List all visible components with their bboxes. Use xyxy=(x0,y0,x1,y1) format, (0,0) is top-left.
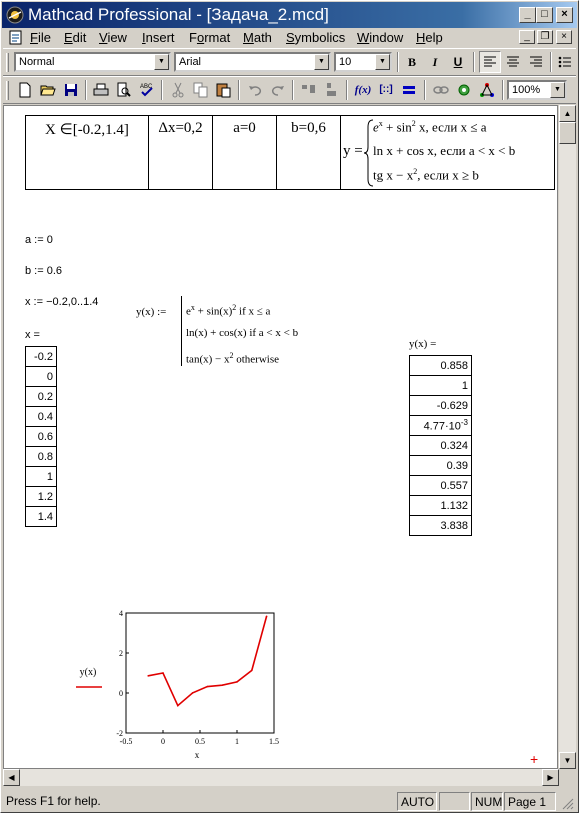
menu-symbolics[interactable]: Symbolics xyxy=(286,30,346,45)
component-gear-icon xyxy=(456,82,472,98)
bold-button[interactable]: B xyxy=(407,55,416,69)
print-preview-button[interactable] xyxy=(113,79,135,101)
align-right-button[interactable] xyxy=(525,51,547,73)
x-value-cell: 0.2 xyxy=(26,387,57,407)
def-a[interactable]: a := 0 xyxy=(25,234,53,246)
paste-icon xyxy=(216,82,232,98)
resize-grip-icon[interactable] xyxy=(560,796,574,810)
scissors-icon xyxy=(171,82,185,98)
chevron-down-icon[interactable]: ▼ xyxy=(154,54,169,70)
zoom-select[interactable]: 100% ▼ xyxy=(507,80,567,100)
maximize-icon: □ xyxy=(541,8,548,20)
domain-cell: X ∈[-0.2,1.4] xyxy=(26,116,149,190)
data-point xyxy=(221,684,223,686)
align-left-button[interactable] xyxy=(479,51,501,73)
insert-function-button[interactable]: f(x) xyxy=(354,84,372,96)
data-point xyxy=(236,681,238,683)
data-point xyxy=(162,672,164,674)
toolbar-grip[interactable] xyxy=(6,81,9,100)
menu-window[interactable]: Window xyxy=(357,30,404,45)
scroll-left-button[interactable]: ◀ xyxy=(3,769,20,786)
problem-statement-table xyxy=(25,115,555,190)
spell-check-button[interactable] xyxy=(136,79,158,101)
y-value-cell: 1 xyxy=(410,376,472,396)
piece-2: ln x + cos x, если a < x < b xyxy=(373,143,516,158)
scroll-down-button[interactable]: ▼ xyxy=(559,752,576,769)
def-b[interactable]: b := 0.6 xyxy=(25,265,63,277)
align-center-icon xyxy=(506,56,520,68)
align-center-button[interactable] xyxy=(502,51,524,73)
save-disk-icon xyxy=(64,83,78,97)
data-point xyxy=(266,615,268,617)
data-point xyxy=(147,675,149,677)
resource-center-icon xyxy=(479,82,495,98)
format-toolbar xyxy=(3,48,576,76)
menu-file[interactable]: File xyxy=(30,30,51,45)
a-cell: a=0 xyxy=(213,116,277,190)
copy-button[interactable] xyxy=(190,79,212,101)
status-page: Page 1 xyxy=(504,792,556,811)
y-of-x-plot[interactable] xyxy=(64,601,294,766)
separator xyxy=(346,80,348,100)
piecewise-bar xyxy=(181,296,182,366)
doc-restore-button[interactable]: ❐ xyxy=(537,30,553,44)
x-value-cell: 0.4 xyxy=(26,407,57,427)
doc-minimize-button[interactable]: _ xyxy=(519,30,535,44)
status-empty-panel xyxy=(439,792,470,811)
menu-format[interactable]: Format xyxy=(189,30,231,45)
chevron-down-icon[interactable]: ▼ xyxy=(550,82,565,98)
separator xyxy=(292,80,294,100)
font-select[interactable]: Arial ▼ xyxy=(174,52,331,72)
equals-icon xyxy=(402,85,416,95)
close-button[interactable] xyxy=(556,7,573,23)
insert-hyperlink-button[interactable] xyxy=(430,79,452,101)
copy-icon xyxy=(193,82,209,98)
x-value-cell: 1.2 xyxy=(26,487,57,507)
y-value-cell: 0.858 xyxy=(410,356,472,376)
status-auto: AUTO xyxy=(397,792,437,811)
undo-icon xyxy=(248,84,262,96)
x-tick-label: 1 xyxy=(235,737,239,746)
menu-edit[interactable]: Edit xyxy=(64,30,87,45)
separator xyxy=(473,52,475,72)
y-def-line-3: $\tan(x) - x^2$ otherwise xyxy=(186,351,279,366)
align-left-icon xyxy=(483,56,497,68)
y-value-cell: 0.324 xyxy=(410,436,472,456)
y-value-cell: 3.838 xyxy=(410,516,472,536)
y-tick-label: 0 xyxy=(119,689,123,698)
window-title: Mathcad Professional - [Задача_2.mcd] xyxy=(28,5,329,24)
scroll-up-button[interactable]: ▲ xyxy=(559,105,576,122)
insert-unit-button[interactable]: [::] xyxy=(379,84,393,95)
align-down-icon xyxy=(325,82,339,98)
print-preview-icon xyxy=(116,82,132,98)
spell-check-icon xyxy=(139,82,155,98)
print-button[interactable] xyxy=(90,79,112,101)
y-value-cell: 0.39 xyxy=(410,456,472,476)
x-value-cell: 0.8 xyxy=(26,447,57,467)
open-folder-icon xyxy=(40,83,56,97)
separator xyxy=(85,80,87,100)
redo-icon xyxy=(271,84,285,96)
y-value-cell: 1.132 xyxy=(410,496,472,516)
new-button[interactable] xyxy=(14,79,36,101)
printer-icon xyxy=(93,83,109,97)
y-tick-label: 4 xyxy=(119,609,123,618)
b-cell: b=0,6 xyxy=(277,116,341,190)
align-down-button[interactable] xyxy=(321,79,343,101)
mathcad-app-icon[interactable] xyxy=(6,6,24,24)
align-across-button[interactable] xyxy=(298,79,320,101)
x-values-table xyxy=(25,346,57,527)
calculate-button[interactable] xyxy=(398,79,420,101)
insertion-cursor-icon: + xyxy=(530,751,539,767)
y-equals-label: y = xyxy=(343,143,363,159)
vertical-scroll-thumb[interactable] xyxy=(559,122,576,144)
menu-help[interactable]: Help xyxy=(416,30,443,45)
separator xyxy=(161,80,163,100)
x-tick-label: 1.5 xyxy=(269,737,279,746)
scroll-corner xyxy=(559,769,576,786)
toolbar-grip[interactable] xyxy=(6,53,9,72)
menu-insert[interactable]: Insert xyxy=(142,30,175,45)
resource-center-button[interactable] xyxy=(476,79,498,101)
undo-button[interactable] xyxy=(244,79,266,101)
menu-bar xyxy=(2,28,577,47)
y-value-cell: -0.629 xyxy=(410,396,472,416)
piece-1: $e^x + \sin^2 x$, если x ≤ a xyxy=(373,119,487,135)
y-value-cell: $4.77\cdot 10^{-3}$ xyxy=(410,416,472,436)
minimize-button[interactable] xyxy=(519,7,536,23)
y-eval-label[interactable]: y(x) = xyxy=(409,338,437,350)
separator xyxy=(397,52,399,72)
y-def-label[interactable]: y(x) := xyxy=(136,306,167,318)
x-tick-label: -0.5 xyxy=(119,737,133,746)
plot-frame xyxy=(126,613,274,733)
cut-button[interactable] xyxy=(167,79,189,101)
paste-button[interactable] xyxy=(213,79,235,101)
link-icon xyxy=(433,83,449,97)
doc-close-button[interactable]: × xyxy=(556,30,572,44)
y-tick-label: 2 xyxy=(119,649,123,658)
status-num: NUM xyxy=(471,792,503,811)
vertical-scrollbar[interactable] xyxy=(559,105,576,769)
piecewise-cell xyxy=(341,116,555,190)
data-point xyxy=(251,670,253,672)
font-size-select[interactable]: 10 ▼ xyxy=(334,52,392,72)
title-bar[interactable] xyxy=(2,2,577,28)
bullets-button[interactable] xyxy=(554,51,576,73)
align-across-icon xyxy=(301,83,317,97)
y-def-line-2: ln(x) + cos(x) if a < x < b xyxy=(186,327,299,339)
step-cell: Δx=0,2 xyxy=(149,116,213,190)
redo-button[interactable] xyxy=(267,79,289,101)
separator xyxy=(238,80,240,100)
data-point xyxy=(192,692,194,694)
series-line-y xyxy=(148,616,266,705)
chevron-down-icon[interactable]: ▼ xyxy=(314,54,329,70)
chevron-down-icon[interactable]: ▼ xyxy=(375,54,390,70)
svg-text:ABC: ABC xyxy=(140,84,153,90)
document-icon[interactable] xyxy=(8,30,23,45)
y-def-line-1: $e^x + \sin(x)^2$ if x ≤ a xyxy=(186,303,271,318)
close-icon: × xyxy=(561,8,568,20)
separator xyxy=(550,52,552,72)
standard-toolbar xyxy=(3,76,576,104)
bullet-list-icon xyxy=(558,56,572,68)
x-value-cell: 1.4 xyxy=(26,507,57,527)
open-button[interactable] xyxy=(37,79,59,101)
italic-button[interactable]: I xyxy=(432,55,438,69)
x-tick-label: 0 xyxy=(161,737,165,746)
data-point xyxy=(177,705,179,707)
y-axis-label: y(x) xyxy=(79,667,97,678)
separator xyxy=(502,80,504,100)
save-button[interactable] xyxy=(60,79,82,101)
horizontal-scrollbar[interactable] xyxy=(3,769,559,786)
x-axis-label: x xyxy=(194,750,200,760)
x-value-cell: 0.6 xyxy=(26,427,57,447)
menu-math[interactable]: Math xyxy=(243,30,272,45)
style-select[interactable]: Normal ▼ xyxy=(14,52,171,72)
x-value-cell: 1 xyxy=(26,467,57,487)
x-eval-label[interactable]: x = xyxy=(25,329,40,341)
maximize-button[interactable] xyxy=(536,7,553,23)
underline-button[interactable]: U xyxy=(453,55,463,69)
x-value-cell: 0 xyxy=(26,367,57,387)
x-value-cell: -0.2 xyxy=(26,347,57,367)
minimize-icon: _ xyxy=(524,8,531,20)
piece-3: tg $x - x^2$, если x ≥ b xyxy=(373,167,479,183)
new-document-icon xyxy=(18,82,32,98)
y-tick-label: -2 xyxy=(116,729,123,738)
status-bar xyxy=(3,790,576,812)
status-help-text: Press F1 for help. xyxy=(6,794,101,808)
align-right-icon xyxy=(529,56,543,68)
y-value-cell: 0.557 xyxy=(410,476,472,496)
component-wizard-button[interactable] xyxy=(453,79,475,101)
scroll-right-button[interactable]: ▶ xyxy=(542,769,559,786)
separator xyxy=(424,80,426,100)
menu-view[interactable]: View xyxy=(99,30,127,45)
x-tick-label: 0.5 xyxy=(195,737,205,746)
y-values-table xyxy=(409,355,472,536)
def-x-range[interactable]: x := −0.2,0..1.4 xyxy=(25,296,99,308)
data-point xyxy=(207,686,209,688)
worksheet[interactable] xyxy=(3,105,558,769)
